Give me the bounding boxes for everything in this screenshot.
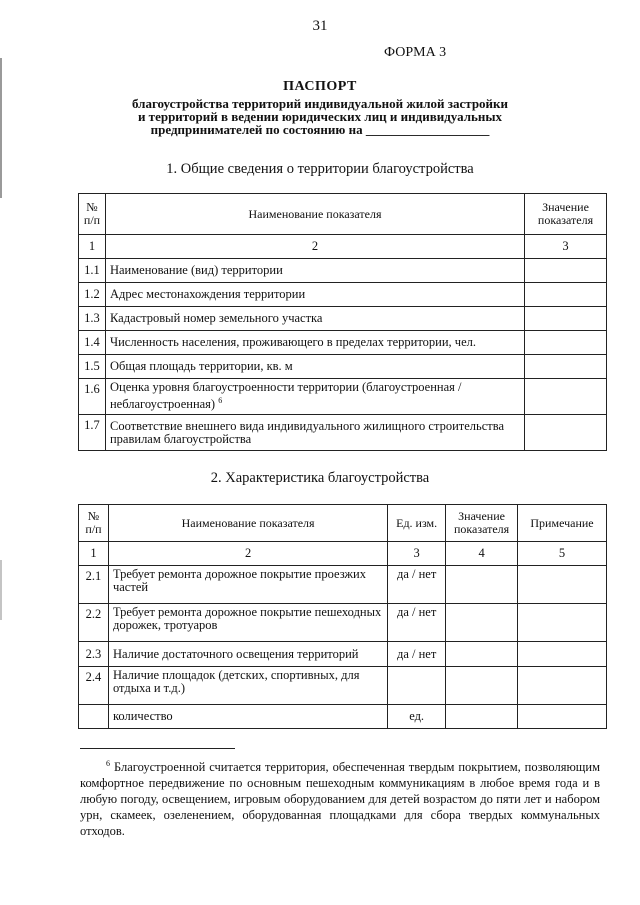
row-unit: да / нет <box>388 566 446 604</box>
row-value-cell[interactable] <box>525 331 607 355</box>
row-number: 2.4 <box>79 667 109 705</box>
characteristics-table <box>78 504 607 729</box>
header-cell-number: № п/п <box>79 194 106 235</box>
column-index: 2 <box>108 542 387 566</box>
footnote-divider <box>80 748 235 749</box>
row-name-cell <box>105 379 524 415</box>
row-value-cell[interactable] <box>446 642 518 667</box>
column-index-row <box>79 235 607 259</box>
row-note-cell[interactable] <box>518 604 607 642</box>
subtitle-line: предпринимателей по состоянию на ___________________ <box>150 122 490 137</box>
footnote-reference: 6 <box>218 396 223 406</box>
row-number: 1.2 <box>79 283 106 307</box>
row-name: Соответствие внешнего вида индивидуального жилищного строительства правилам благоустройства <box>105 415 524 451</box>
header-cell-note: Примечание <box>518 505 607 542</box>
document-subtitle <box>80 97 560 136</box>
header-cell-name: Наименование показателя <box>105 194 524 235</box>
table-row <box>79 331 607 355</box>
row-value-cell[interactable] <box>525 307 607 331</box>
table-row <box>79 379 607 415</box>
table-row <box>79 307 607 331</box>
row-value-cell[interactable] <box>525 379 607 415</box>
section2-heading: 2. Характеристика благоустройства <box>210 470 430 486</box>
table-row <box>79 604 607 642</box>
row-number: 2.1 <box>79 566 109 604</box>
column-index: 3 <box>525 235 607 259</box>
row-name: Наименование (вид) территории <box>105 259 524 283</box>
row-value-cell[interactable] <box>525 259 607 283</box>
column-index: 3 <box>388 542 446 566</box>
row-name: Требует ремонта дорожное покрытие проезжих частей <box>108 566 387 604</box>
page-number: 31 <box>312 18 328 34</box>
row-name: Наличие достаточного освещения территорий <box>108 642 387 667</box>
column-index: 1 <box>79 542 109 566</box>
column-index: 4 <box>446 542 518 566</box>
row-number: 2.2 <box>79 604 109 642</box>
row-number: 1.3 <box>79 307 106 331</box>
row-unit: да / нет <box>388 642 446 667</box>
form-label: ФОРМА 3 <box>384 45 447 60</box>
row-note-cell[interactable] <box>518 642 607 667</box>
row-name: Адрес местонахождения территории <box>105 283 524 307</box>
column-index: 1 <box>79 235 106 259</box>
header-cell-value: Значение показателя <box>446 505 518 542</box>
row-note-cell[interactable] <box>518 705 607 729</box>
header-cell-number: № п/п <box>79 505 109 542</box>
scan-edge-mark <box>0 560 2 620</box>
table-row <box>79 667 607 705</box>
footnote-text: Благоустроенной считается территория, обеспеченная твердым покрытием, позволяющим комфортное передвижение по основным пешеходным коммуникациям в любое время года и в любую погоду, освещением, игровым оборудованием для детей возрастом до пяти лет и набором урн, скамеек, озеленением, оборудованная площадками для сбора твердых коммунальных отходов. <box>80 760 601 839</box>
header-cell-unit: Ед. изм. <box>388 505 446 542</box>
table-row <box>79 259 607 283</box>
column-index: 5 <box>518 542 607 566</box>
column-index: 2 <box>105 235 524 259</box>
row-name: Кадастровый номер земельного участка <box>105 307 524 331</box>
table-row <box>79 283 607 307</box>
row-name: Общая площадь территории, кв. м <box>105 355 524 379</box>
table-row <box>79 705 607 729</box>
table-row <box>79 642 607 667</box>
row-name: Оценка уровня благоустроенности территории (благоустроенная / неблагоустроенная) <box>109 380 462 412</box>
general-info-table <box>78 193 607 451</box>
row-unit: ед. <box>388 705 446 729</box>
row-unit: да / нет <box>388 604 446 642</box>
row-unit <box>388 667 446 705</box>
footnote <box>80 756 600 839</box>
table-row <box>79 415 607 451</box>
row-note-cell[interactable] <box>518 566 607 604</box>
row-value-cell[interactable] <box>525 283 607 307</box>
table-header-row <box>79 505 607 542</box>
row-number: 1.6 <box>79 379 106 415</box>
row-value-cell[interactable] <box>446 604 518 642</box>
table-header-row <box>79 194 607 235</box>
row-name: Требует ремонта дорожное покрытие пешеходных дорожек, тротуаров <box>108 604 387 642</box>
header-cell-value: Значение показателя <box>525 194 607 235</box>
row-value-cell[interactable] <box>446 705 518 729</box>
row-value-cell[interactable] <box>446 566 518 604</box>
header-cell-name: Наименование показателя <box>108 505 387 542</box>
row-name: количество <box>108 705 387 729</box>
row-value-cell[interactable] <box>525 415 607 451</box>
subtitle-line: и территорий в ведении юридических лиц и индивидуальных <box>137 109 503 124</box>
subtitle-line: благоустройства территорий индивидуальной жилой застройки <box>131 96 509 111</box>
row-number: 1.4 <box>79 331 106 355</box>
row-name: Наличие площадок (детских, спортивных, для отдыха и т.д.) <box>108 667 387 705</box>
section1-heading: 1. Общие сведения о территории благоустройства <box>166 161 474 177</box>
table-row <box>79 355 607 379</box>
footnote-marker: 6 <box>106 759 110 768</box>
table-row <box>79 566 607 604</box>
row-note-cell[interactable] <box>518 667 607 705</box>
row-number: 1.5 <box>79 355 106 379</box>
row-number <box>79 705 109 729</box>
column-index-row <box>79 542 607 566</box>
row-number: 1.1 <box>79 259 106 283</box>
row-name: Численность населения, проживающего в пределах территории, чел. <box>105 331 524 355</box>
row-value-cell[interactable] <box>446 667 518 705</box>
row-number: 2.3 <box>79 642 109 667</box>
document-title: ПАСПОРТ <box>283 79 357 94</box>
row-value-cell[interactable] <box>525 355 607 379</box>
row-number: 1.7 <box>79 415 106 451</box>
